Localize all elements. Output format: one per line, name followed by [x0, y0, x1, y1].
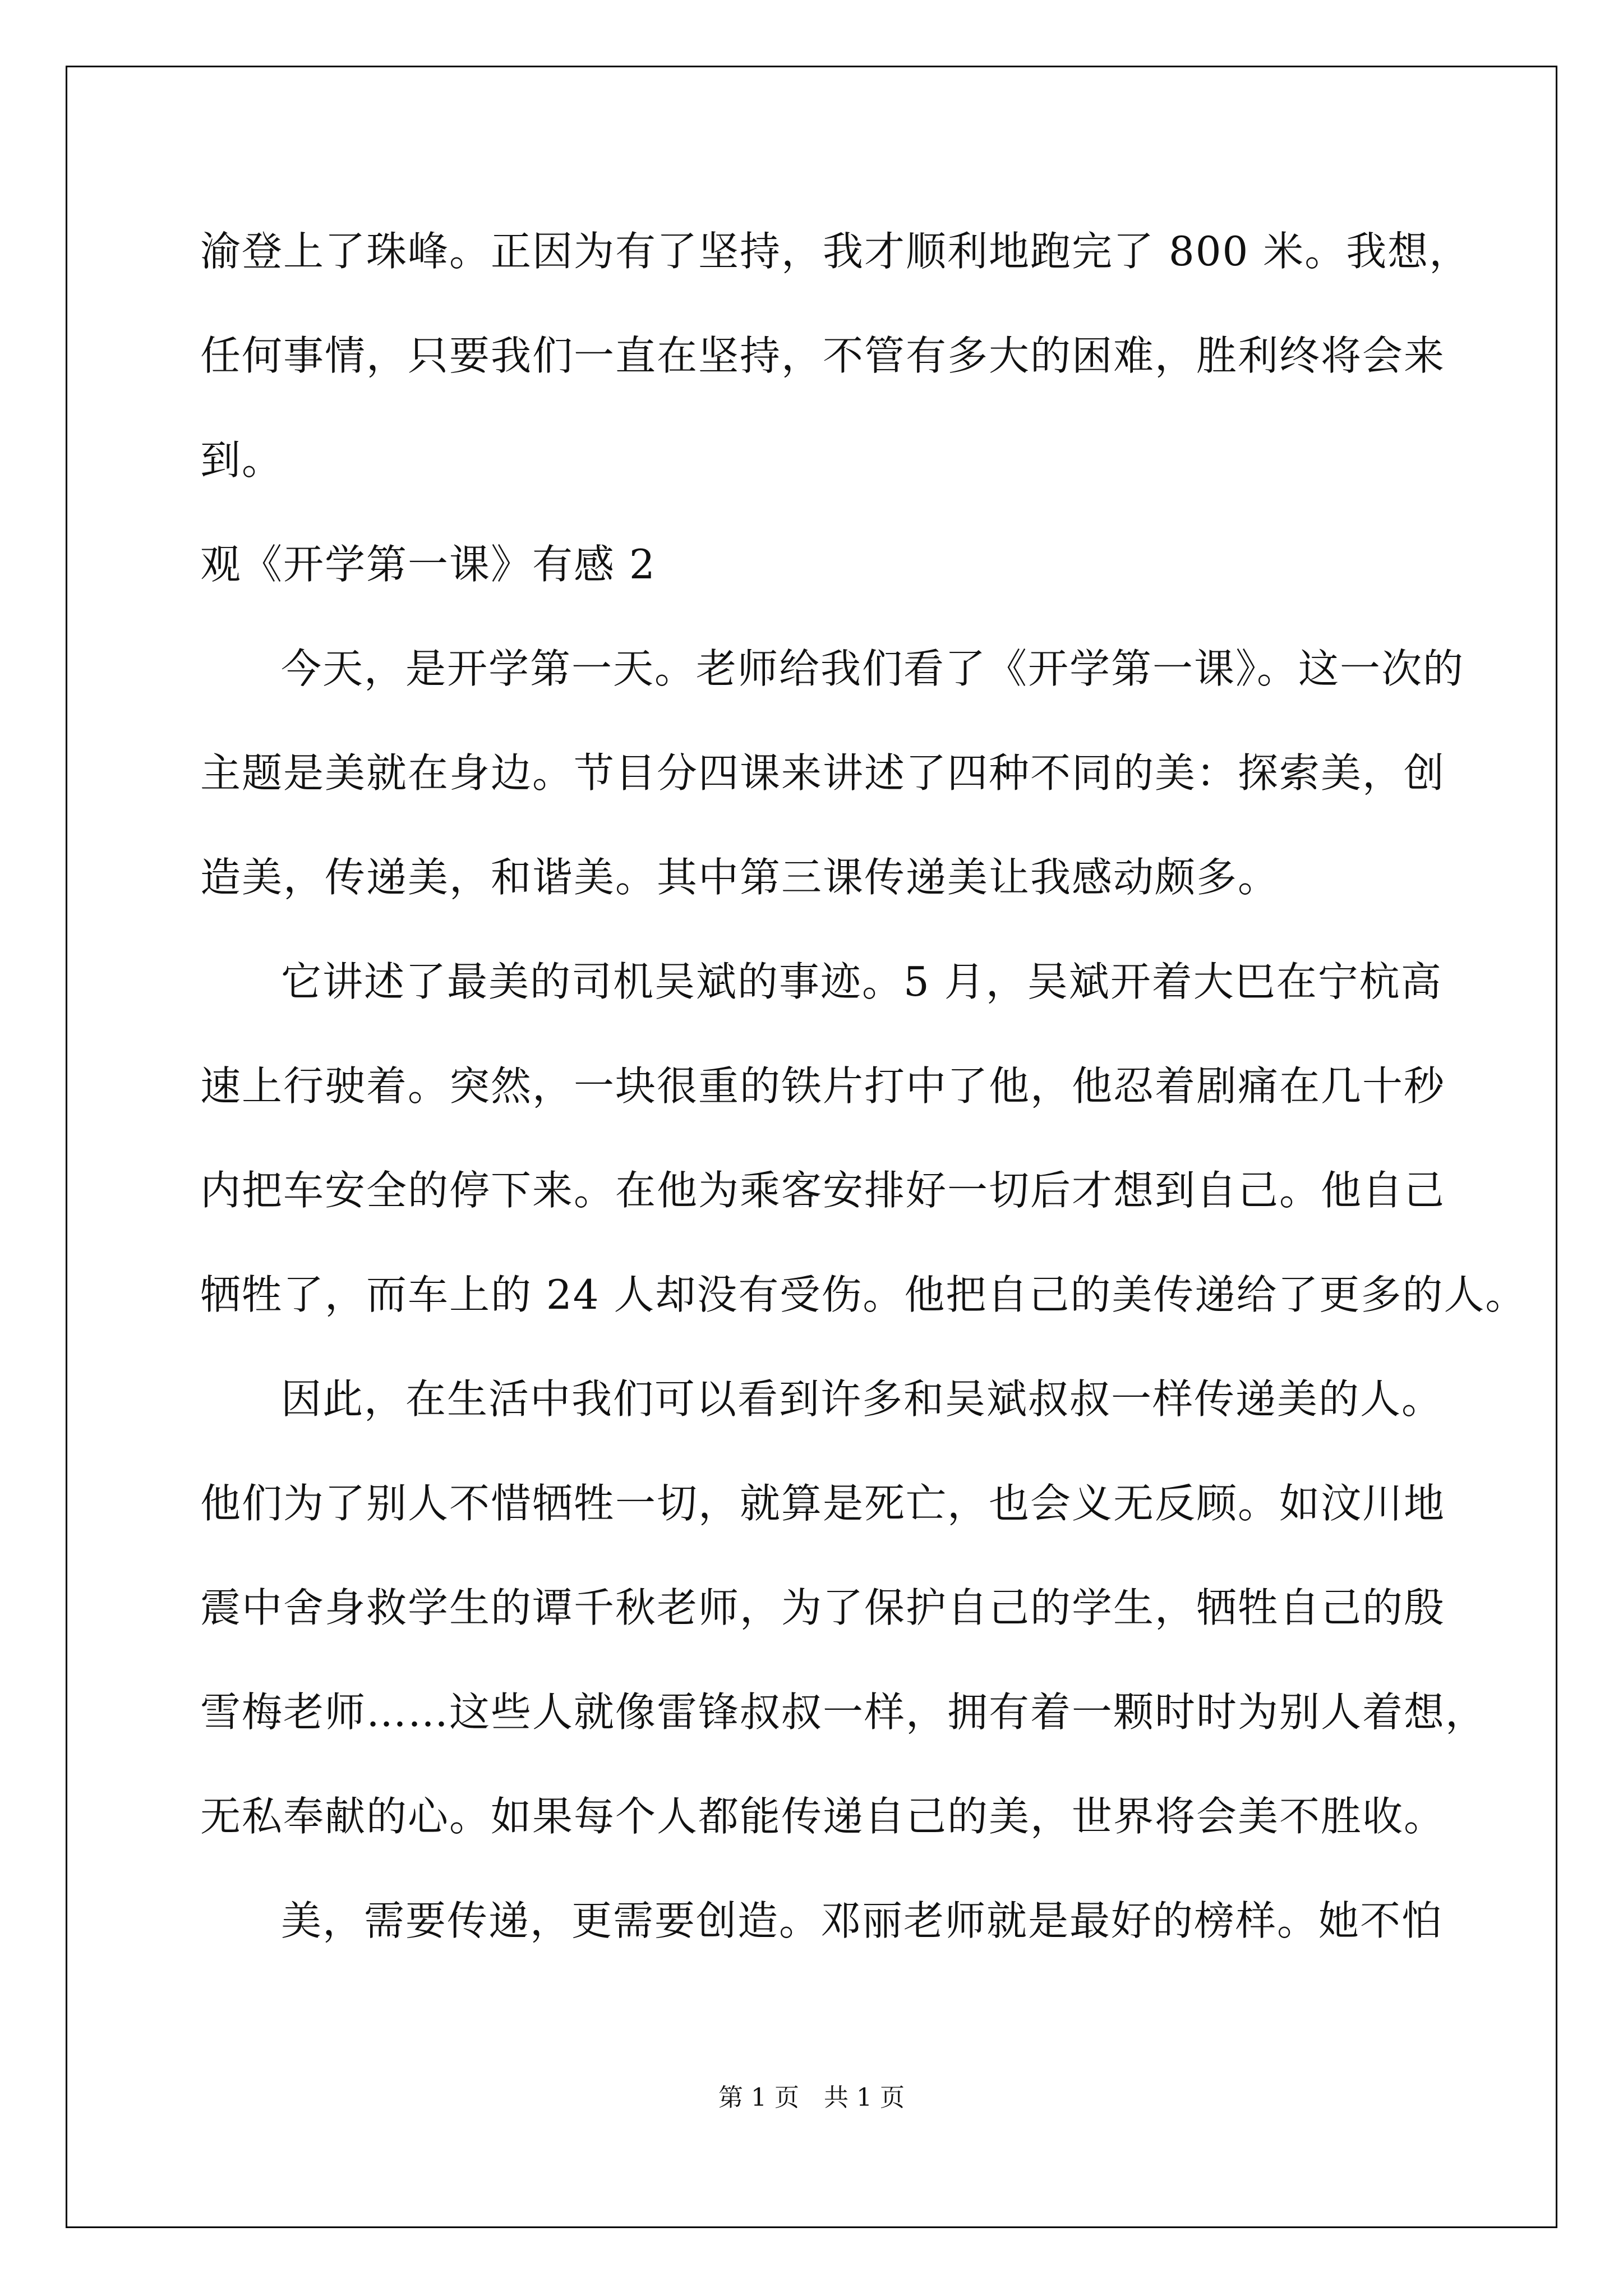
text-line: 美，需要传递，更需要创造。邓丽老师就是最好的榜样。她不怕	[281, 1897, 1444, 1944]
document-body	[200, 218, 1527, 1991]
text-line: 任何事情，只要我们一直在坚持，不管有多大的困难，胜利终将会来	[200, 332, 1446, 379]
page-footer: 第 1 页 共 1 页	[718, 2083, 905, 2112]
text-line: 到。	[200, 436, 284, 484]
text-line: 渝登上了珠峰。正因为有了坚持，我才顺利地跑完了 800 米。我想，	[200, 228, 1471, 275]
text-line: 速上行驶着。突然，一块很重的铁片打中了他，他忍着剧痛在几十秒	[200, 1062, 1446, 1110]
text-line: 造美，传递美，和谐美。其中第三课传递美让我感动颇多。	[200, 854, 1280, 901]
text-line: 雪梅老师……这些人就像雷锋叔叔一样，拥有着一颗时时为别人着想，	[200, 1688, 1487, 1736]
text-line: 它讲述了最美的司机吴斌的事迹。5 月，吴斌开着大巴在宁杭高	[281, 958, 1442, 1005]
section-title: 观《开学第一课》有感 2	[200, 541, 656, 588]
text-line: 主题是美就在身边。节目分四课来讲述了四种不同的美：探索美，创	[200, 749, 1446, 797]
text-line: 内把车安全的停下来。在他为乘客安排好一切后才想到自己。他自己	[200, 1167, 1446, 1214]
text-line: 无私奉献的心。如果每个人都能传递自己的美，世界将会美不胜收。	[200, 1793, 1446, 1840]
text-line: 震中舍身救学生的谭千秋老师，为了保护自己的学生，牺牲自己的殷	[200, 1584, 1446, 1631]
text-line: 今天，是开学第一天。老师给我们看了《开学第一课》。这一次的	[281, 645, 1465, 692]
text-line: 因此，在生活中我们可以看到许多和吴斌叔叔一样传递美的人。	[281, 1375, 1444, 1423]
text-line: 牺牲了，而车上的 24 人却没有受伤。他把自己的美传递给了更多的人。	[200, 1271, 1527, 1318]
text-line: 他们为了别人不惜牺牲一切，就算是死亡，也会义无反顾。如汶川地	[200, 1480, 1446, 1527]
